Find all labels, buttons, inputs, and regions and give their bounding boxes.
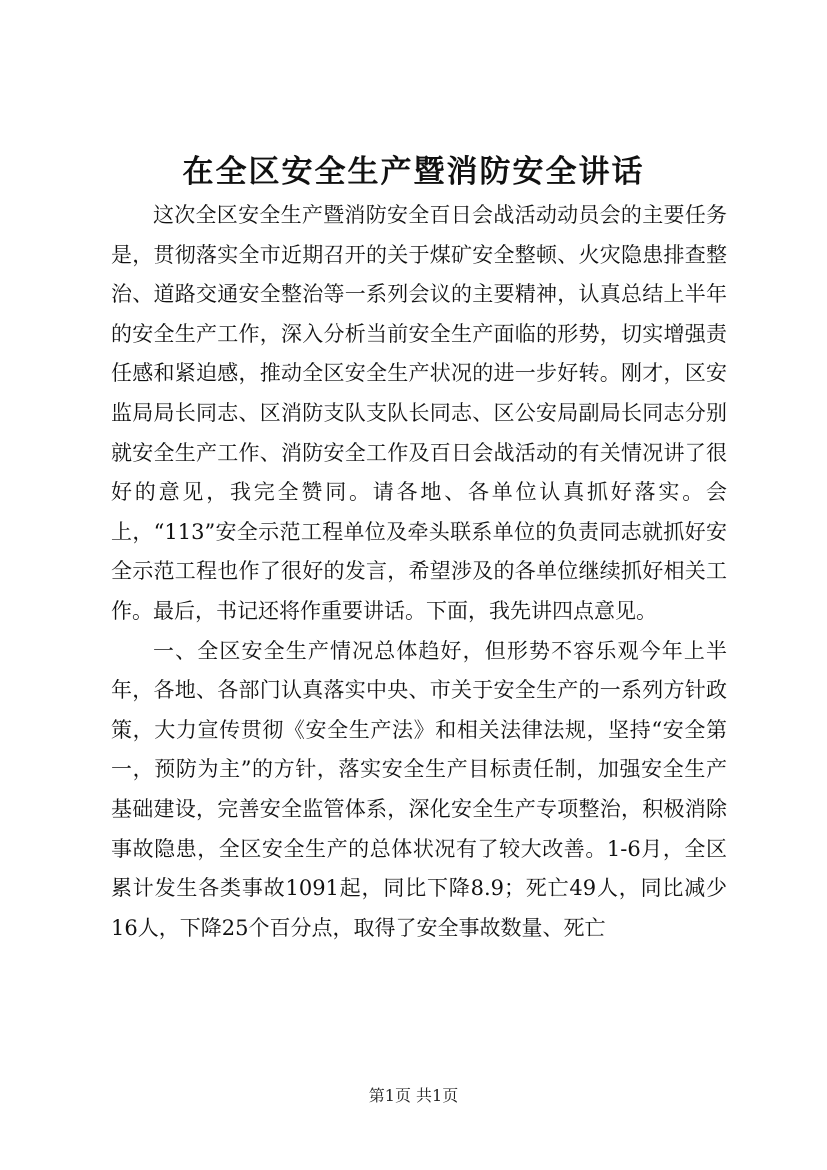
paragraph: 一、全区安全生产情况总体趋好，但形势不容乐观今年上半年，各地、各部门认真落实中央、市关于安全生产的一系列方针政策，大力宣传贯彻《安全生产法》和相关法律法规，坚持“安全第一，预防为主”的方针，落实安全生产目标责任制，加强安全生产基础建设，完善安全监管体系，深化安全生产专项整治，积极消除事故隐患，全区安全生产的总体状况有了较大改善。1-6月，全区累计发生各类事故1091起，同比下降8.9；死亡49人，同比减少16人，下降25个百分点，取得了安全事故数量、死亡 bbox=[111, 638, 727, 940]
paragraph: 这次全区安全生产暨消防安全百日会战活动动员会的主要任务是，贯彻落实全市近期召开的关于煤矿安全整顿、火灾隐患排查整治、道路交通安全整治等一系列会议的主要精神，认真总结上半年的安全生产工作，深入分析当前安全生产面临的形势，切实增强责任感和紧迫感，推动全区安全生产状况的进一步好转。刚才，区安监局局长同志、区消防支队支队长同志、区公安局副局长同志分别就安全生产工作、消防安全工作及百日会战活动的有关情况讲了很好的意见，我完全赞同。请各地、各单位认真抓好落实。会上，“113”安全示范工程单位及牵头联系单位的负责同志就抓好安全示范工程也作了很好的发言，希望涉及的各单位继续抓好相关工作。最后，书记还将作重要讲话。下面，我先讲四点意见。 bbox=[111, 203, 727, 623]
page-footer: 第1页 共1页 bbox=[368, 1086, 459, 1105]
document-body bbox=[111, 196, 727, 948]
document-title: 在全区安全生产暨消防安全讲话 bbox=[182, 154, 645, 190]
